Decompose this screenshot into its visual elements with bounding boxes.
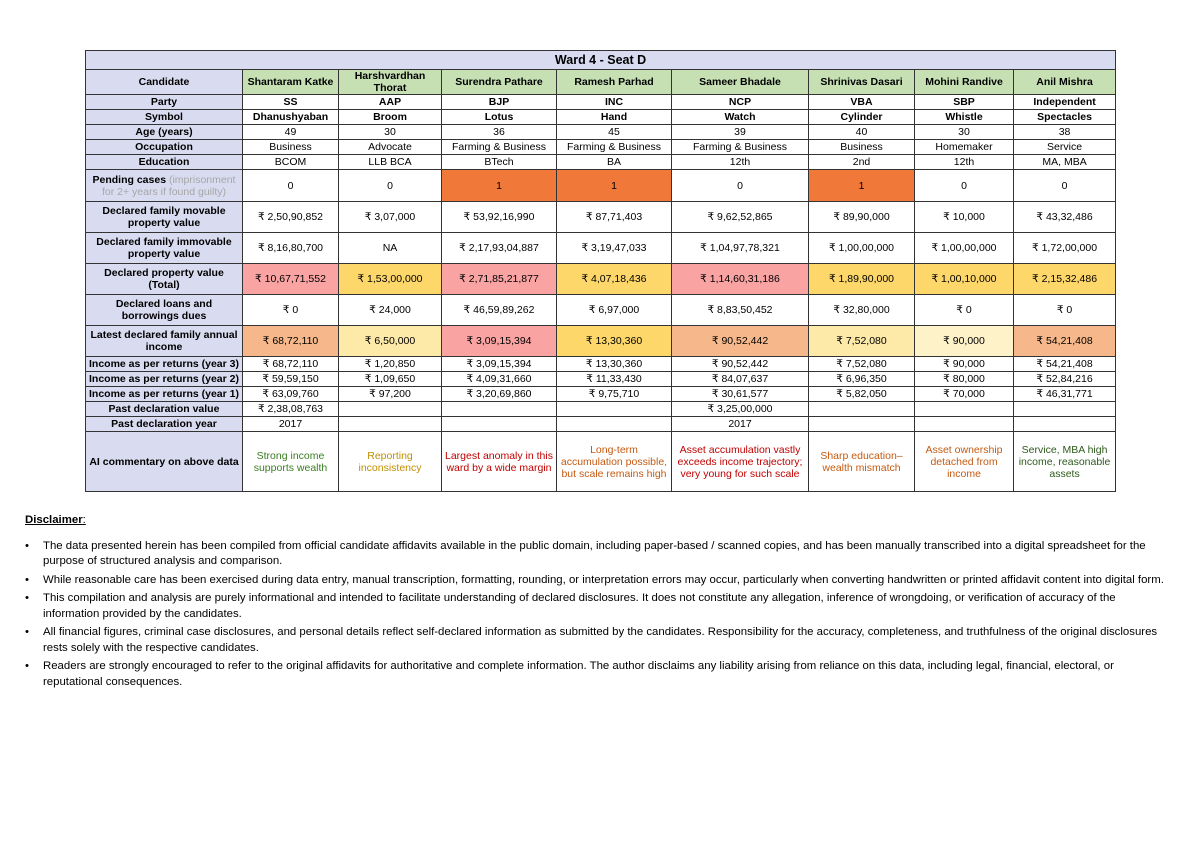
table-cell: Sameer Bhadale [672,70,809,95]
table-cell: ₹ 3,25,00,000 [672,402,809,417]
table-cell: ₹ 97,200 [339,387,442,402]
row-header-label: Age (years) [135,126,193,138]
row-header-label: AI commentary on above data [89,455,239,468]
row-header-label: Pending cases [92,173,167,186]
table-cell: ₹ 7,52,080 [809,357,915,372]
table-cell: ₹ 6,50,000 [339,326,442,357]
table-row [86,70,1116,95]
table-cell [809,402,915,417]
table-cell: 12th [672,155,809,170]
table-cell: SS [243,95,339,110]
row-header-label: Past declaration value [108,403,220,415]
table-cell: ₹ 80,000 [915,372,1014,387]
table-cell: LLB BCA [339,155,442,170]
table-cell: 38 [1014,125,1116,140]
table-cell: Independent [1014,95,1116,110]
table-cell: ₹ 90,000 [915,326,1014,357]
disclaimer-item: • The data presented herein has been compiled from official candidate affidavits available in the public domain, including paper-based / scanned copies, and has been manually transcribed into a digital spreadsheet for the purpose of structured analysis and comparison. [25,539,1175,570]
table-cell: ₹ 84,07,637 [672,372,809,387]
table-cell: ₹ 1,20,850 [339,357,442,372]
table-cell: Dhanushyaban [243,110,339,125]
table-cell: ₹ 1,00,10,000 [915,264,1014,295]
table-cell: ₹ 3,19,47,033 [557,233,672,264]
table-cell: ₹ 4,07,18,436 [557,264,672,295]
table-cell: Whistle [915,110,1014,125]
row-header-label: Declared family immovable property value [96,236,232,260]
table-cell [915,417,1014,432]
table-cell: ₹ 6,96,350 [809,372,915,387]
table-cell: Mohini Randive [915,70,1014,95]
row-header-label: Symbol [145,111,183,123]
table-cell: 2nd [809,155,915,170]
table-cell: Watch [672,110,809,125]
row-header [86,372,243,387]
table-cell: ₹ 63,09,760 [243,387,339,402]
table-cell: Advocate [339,140,442,155]
table-cell: BJP [442,95,557,110]
table-cell: Reporting inconsistency [339,432,442,492]
disclaimer-item: • Readers are strongly encouraged to refer to the original affidavits for authoritative and complete information. The author disclaims any liability arising from reliance on this data, including legal, financial, electoral, or reputational consequences. [25,659,1175,690]
table-cell: Largest anomaly in this ward by a wide margin [442,432,557,492]
table-cell [557,417,672,432]
table-cell: Spectacles [1014,110,1116,125]
row-header [86,357,243,372]
table-cell: ₹ 1,89,90,000 [809,264,915,295]
table-cell: Farming & Business [442,140,557,155]
table-cell: Harshvardhan Thorat [339,70,442,95]
table-cell: 30 [339,125,442,140]
table-cell: ₹ 46,59,89,262 [442,295,557,326]
table-cell: ₹ 90,000 [915,357,1014,372]
table-cell: ₹ 9,75,710 [557,387,672,402]
table-cell: Business [243,140,339,155]
table-cell: Lotus [442,110,557,125]
table-cell: ₹ 11,33,430 [557,372,672,387]
table-cell [442,402,557,417]
table-row [86,170,1116,202]
table-cell: ₹ 0 [243,295,339,326]
table-cell: ₹ 1,00,00,000 [809,233,915,264]
table-cell: ₹ 1,00,00,000 [915,233,1014,264]
table-cell: ₹ 3,07,000 [339,202,442,233]
table-cell: Service, MBA high income, reasonable assets [1014,432,1116,492]
table-cell: ₹ 24,000 [339,295,442,326]
table-row [86,295,1116,326]
table-cell: Shantaram Katke [243,70,339,95]
row-header [86,326,243,357]
table-cell: Homemaker [915,140,1014,155]
table-cell: Anil Mishra [1014,70,1116,95]
table-cell: Surendra Pathare [442,70,557,95]
table-cell: ₹ 2,38,08,763 [243,402,339,417]
table-cell: 45 [557,125,672,140]
table-cell: Long-term accumulation possible, but scale remains high [557,432,672,492]
table-row [86,402,1116,417]
table-row [86,357,1116,372]
table-cell: ₹ 52,84,216 [1014,372,1116,387]
row-header-label: Income as per returns (year 1) [89,388,239,400]
table-cell: Ramesh Parhad [557,70,672,95]
row-header-label: Occupation [135,141,193,153]
table-cell: ₹ 43,32,486 [1014,202,1116,233]
row-header [86,110,243,125]
table-cell: ₹ 13,30,360 [557,326,672,357]
row-header [86,202,243,233]
table-cell: ₹ 4,09,31,660 [442,372,557,387]
table-cell: Shrinivas Dasari [809,70,915,95]
table-cell: MA, MBA [1014,155,1116,170]
table-row [86,95,1116,110]
table-cell: Hand [557,110,672,125]
table-cell: 30 [915,125,1014,140]
table-cell: ₹ 3,09,15,394 [442,357,557,372]
table-cell: ₹ 1,04,97,78,321 [672,233,809,264]
table-cell: ₹ 1,14,60,31,186 [672,264,809,295]
table-cell: ₹ 54,21,408 [1014,357,1116,372]
table-cell: 2017 [243,417,339,432]
table-cell: INC [557,95,672,110]
table-cell: BTech [442,155,557,170]
table-cell: ₹ 8,16,80,700 [243,233,339,264]
disclaimer-section [25,513,1175,693]
row-header [86,155,243,170]
table-cell: ₹ 10,000 [915,202,1014,233]
table-row [86,155,1116,170]
table-cell [1014,402,1116,417]
table-cell: Asset ownership detached from income [915,432,1014,492]
table-cell: NCP [672,95,809,110]
disclaimer-title: Disclaimer [25,514,83,526]
row-header-label: Past declaration year [111,418,217,430]
table-cell: 0 [672,170,809,202]
table-row [86,326,1116,357]
row-header [86,432,243,492]
table-cell: ₹ 8,83,50,452 [672,295,809,326]
row-header-label: Party [150,96,178,108]
table-cell: ₹ 2,15,32,486 [1014,264,1116,295]
table-cell: ₹ 59,59,150 [243,372,339,387]
disclaimer-colon: : [82,514,86,526]
table-cell: 12th [915,155,1014,170]
table-cell: 0 [1014,170,1116,202]
disclaimer-item: • This compilation and analysis are purely informational and intended to facilitate understanding of declared disclosures. It does not constitute any allegation, inference of wrongdoing, or verification of accuracy of the information provided by the candidates. [25,591,1175,622]
table-cell: 0 [339,170,442,202]
table-cell: ₹ 7,52,080 [809,326,915,357]
table-row [86,233,1116,264]
table-cell: ₹ 87,71,403 [557,202,672,233]
table-row [86,432,1116,492]
row-header [86,95,243,110]
row-header [86,140,243,155]
table-cell: ₹ 90,52,442 [672,326,809,357]
table-cell: ₹ 46,31,771 [1014,387,1116,402]
table-row [86,202,1116,233]
table-cell: SBP [915,95,1014,110]
table-cell: NA [339,233,442,264]
row-header-label: Income as per returns (year 3) [89,358,239,370]
table-cell: Sharp education–wealth mismatch [809,432,915,492]
table-row [86,125,1116,140]
table-cell: ₹ 9,62,52,865 [672,202,809,233]
table-cell: 49 [243,125,339,140]
row-header [86,387,243,402]
table-cell: Farming & Business [557,140,672,155]
table-cell: ₹ 0 [915,295,1014,326]
row-header-label: Declared loans and borrowings dues [115,298,213,322]
row-header [86,125,243,140]
row-header-label: Declared family movable property value [102,205,226,229]
table-cell: VBA [809,95,915,110]
disclaimer-item: • All financial figures, criminal case disclosures, and personal details reflect self-declared information as submitted by the candidates. Responsibility for the accuracy, completeness, and truthfulness of the original disclosures rests solely with the respective candidates. [25,625,1175,656]
table-cell: ₹ 10,67,71,552 [243,264,339,295]
table-row [86,372,1116,387]
table-cell: ₹ 3,09,15,394 [442,326,557,357]
table-cell: ₹ 1,53,00,000 [339,264,442,295]
table-cell: Business [809,140,915,155]
table-row [86,264,1116,295]
table-cell: ₹ 32,80,000 [809,295,915,326]
table-cell: 0 [243,170,339,202]
row-header-label: Candidate [138,76,190,88]
table-row [86,140,1116,155]
table-cell: ₹ 68,72,110 [243,326,339,357]
disclaimer-item: • While reasonable care has been exercised during data entry, manual transcription, formatting, rounding, or interpretation errors may occur, particularly when converting handwritten or printed affidavit content into digital form. [25,573,1175,589]
table-cell: 2017 [672,417,809,432]
table-cell: Asset accumulation vastly exceeds income trajectory; very young for such scale [672,432,809,492]
table-row [86,417,1116,432]
table-cell [1014,417,1116,432]
table-cell: Cylinder [809,110,915,125]
row-header-label: Latest declared family annual income [90,329,238,353]
table-cell: ₹ 1,72,00,000 [1014,233,1116,264]
row-header [86,402,243,417]
table-title: Ward 4 - Seat D [86,51,1116,70]
row-header-label: Education [138,156,190,168]
table-cell: ₹ 2,71,85,21,877 [442,264,557,295]
table-cell: ₹ 1,09,650 [339,372,442,387]
table-cell [442,417,557,432]
table-cell: 1 [557,170,672,202]
table-cell: ₹ 13,30,360 [557,357,672,372]
table-cell: Service [1014,140,1116,155]
table-cell: ₹ 53,92,16,990 [442,202,557,233]
table-cell: AAP [339,95,442,110]
row-header-note: (imprisonment for 2+ years if found guilty) [101,173,236,198]
table-cell: 39 [672,125,809,140]
table-cell: ₹ 2,50,90,852 [243,202,339,233]
table-cell: 36 [442,125,557,140]
table-cell: 1 [809,170,915,202]
table-cell: ₹ 3,20,69,860 [442,387,557,402]
table-row [86,387,1116,402]
candidate-comparison-table [85,50,1116,492]
table-cell: ₹ 54,21,408 [1014,326,1116,357]
table-cell: BA [557,155,672,170]
table-cell: Strong income supports wealth [243,432,339,492]
table-cell: ₹ 30,61,577 [672,387,809,402]
table-cell: ₹ 89,90,000 [809,202,915,233]
table-cell: 40 [809,125,915,140]
row-header [86,233,243,264]
table-cell: Farming & Business [672,140,809,155]
table-cell: ₹ 90,52,442 [672,357,809,372]
row-header [86,170,243,202]
row-header [86,295,243,326]
row-header-label: Income as per returns (year 2) [89,373,239,385]
table-cell [339,417,442,432]
table-cell [915,402,1014,417]
row-header-label: Declared property value (Total) [104,267,224,291]
row-header [86,70,243,95]
table-cell [809,417,915,432]
row-header [86,264,243,295]
table-cell: ₹ 6,97,000 [557,295,672,326]
table-cell: ₹ 68,72,110 [243,357,339,372]
table-cell: 0 [915,170,1014,202]
table-cell: Broom [339,110,442,125]
table-cell: ₹ 5,82,050 [809,387,915,402]
table-cell [557,402,672,417]
table-cell [339,402,442,417]
table-cell: BCOM [243,155,339,170]
disclaimer-list [25,539,1175,691]
table-cell: ₹ 70,000 [915,387,1014,402]
table-cell: ₹ 0 [1014,295,1116,326]
table-row [86,110,1116,125]
table-cell: ₹ 2,17,93,04,887 [442,233,557,264]
table-cell: 1 [442,170,557,202]
row-header [86,417,243,432]
disclaimer-heading [25,513,1175,529]
